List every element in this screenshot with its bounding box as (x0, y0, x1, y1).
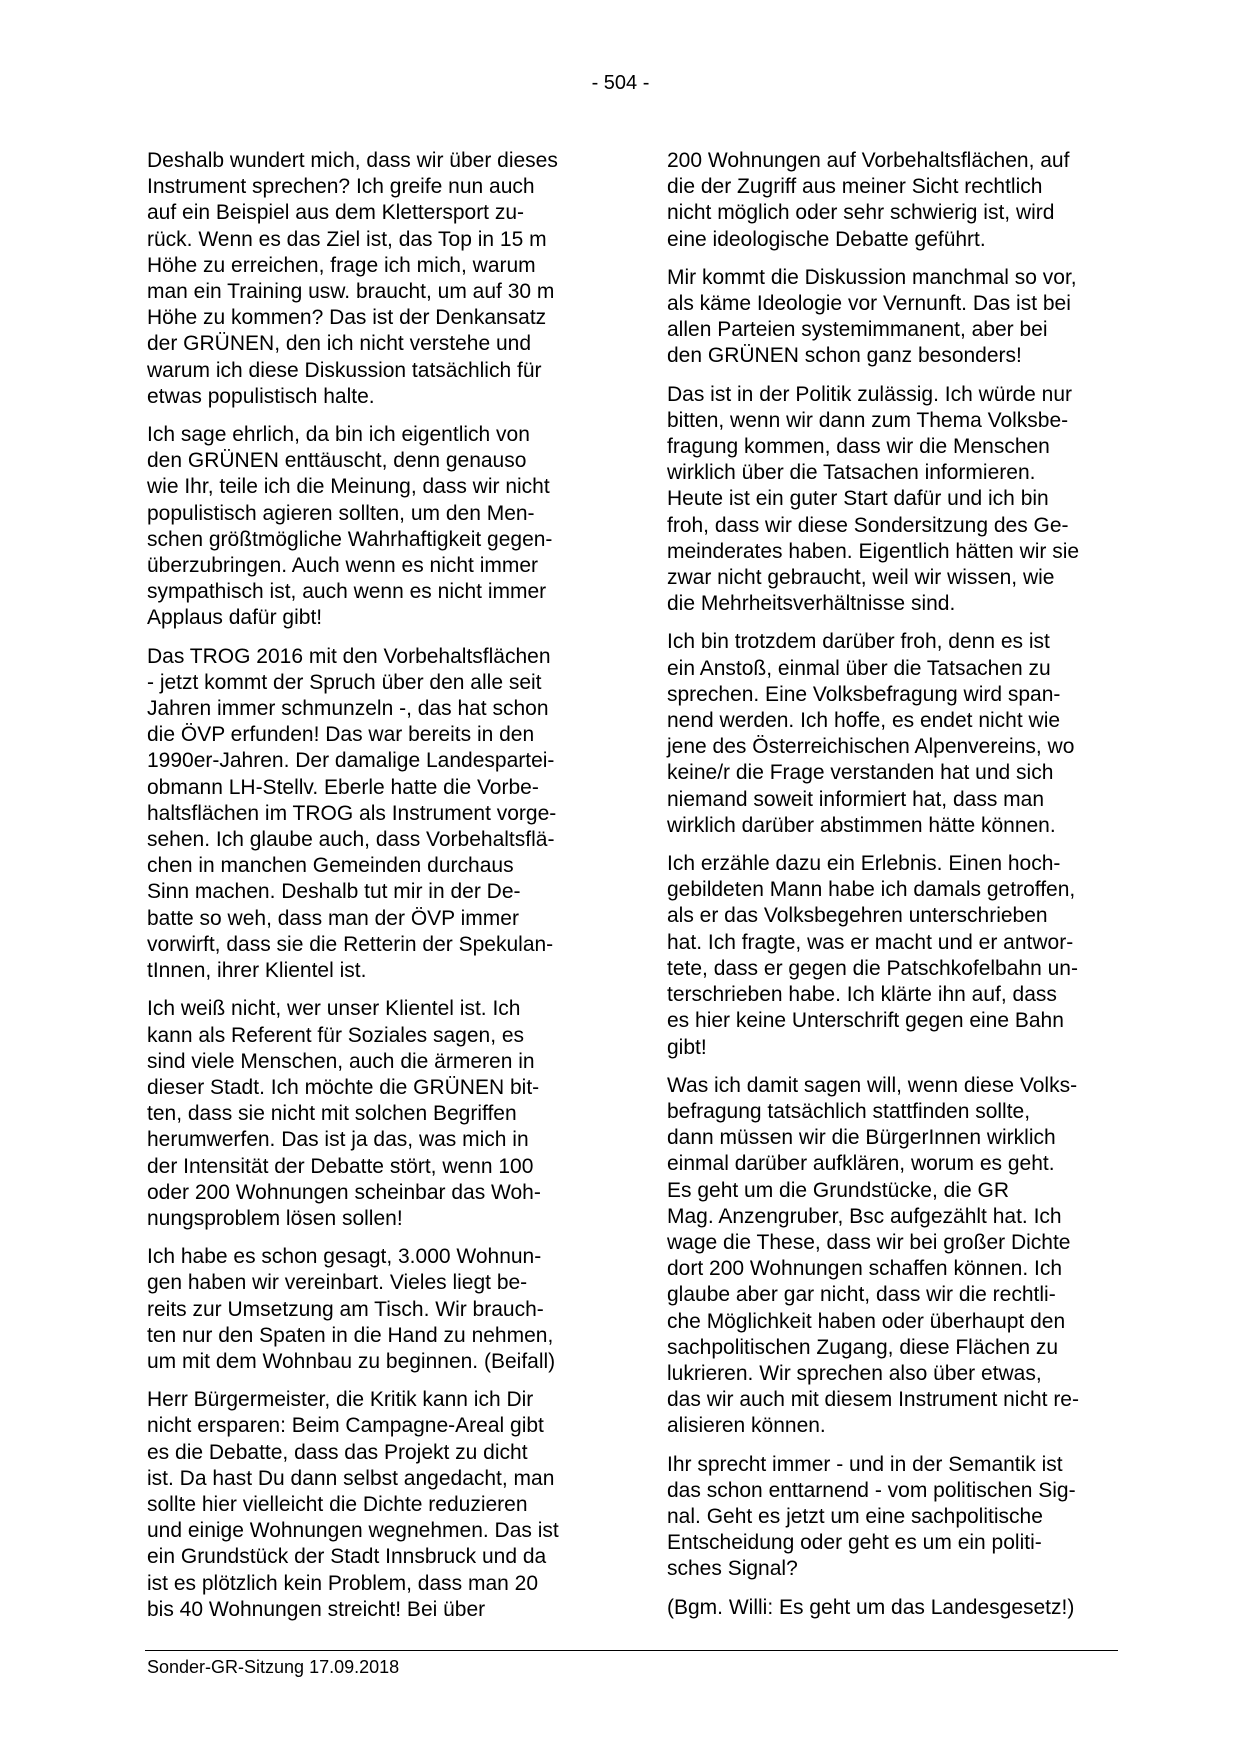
paragraph: Ich erzähle dazu ein Erlebnis. Einen hoch- gebildeten Mann habe ich damals getroffen, als er das Volksbegehren unterschrieben hat. Ich fragte, was er macht und er antwor- tete, dass er gegen die Patschkofelbahn un- terschrieben habe. Ich klärte ihn auf, dass es hier keine Unterschrift gegen eine Bahn gibt! (667, 852, 1078, 1059)
paragraph: Ihr sprecht immer - und in der Semantik ist das schon enttarnend - vom politischen Sig- nal. Geht es jetzt um eine sachpolitische Entscheidung oder geht es um ein politi- sches Signal? (667, 1452, 1076, 1581)
right-column (667, 148, 1135, 1633)
paragraph: Ich sage ehrlich, da bin ich eigentlich von den GRÜNEN enttäuscht, denn genauso wie Ihr, teile ich die Meinung, dass wir nicht populistisch agieren sollten, um den Men- schen größtmögliche Wahrhaftigkeit gegen- überzubringen. Auch wenn es nicht immer sympathisch ist, auch wenn es nicht immer Applaus dafür gibt! (147, 423, 553, 630)
paragraph: 200 Wohnungen auf Vorbehaltsflächen, auf die der Zugriff aus meiner Sicht rechtlich nicht möglich oder sehr schwierig ist, wird eine ideologische Debatte geführt. (667, 149, 1070, 251)
paragraph: Mir kommt die Diskussion manchmal so vor, als käme Ideologie vor Vernunft. Das ist bei allen Parteien systemimmanent, aber bei den GRÜNEN schon ganz besonders! (667, 265, 1077, 368)
interjection: (Bgm. Willi: Es geht um das Landesgesetz!) (667, 1595, 1075, 1619)
footer-session-label: Sonder-GR-Sitzung 17.09.2018 (147, 1657, 400, 1677)
paragraph: Das ist in der Politik zulässig. Ich würde nur bitten, wenn wir dann zum Thema Volksbe- fragung kommen, dass wir die Menschen wirklich über die Tatsachen informieren. Heute ist ein guter Start dafür und ich bin froh, dass wir diese Sondersitzung des Ge- meinderates haben. Eigentlich hätten wir sie zwar nicht gebraucht, weil wir wissen, wie die Mehrheitsverhältnisse sind. (667, 382, 1080, 616)
paragraph: Ich habe es schon gesagt, 3.000 Wohnun- gen haben wir vereinbart. Vieles liegt be- reits zur Umsetzung am Tisch. Wir brauch- ten nur den Spaten in die Hand zu nehmen, um mit dem Wohnbau zu beginnen. (Beifall) (147, 1245, 556, 1373)
paragraph: Was ich damit sagen will, wenn diese Volks- befragung tatsächlich stattfinden sollte, dann müssen wir die BürgerInnen wirklich einmal darüber aufklären, worum es geht. Es geht um die Grundstücke, die GR Mag. Anzengruber, Bsc aufgezählt hat. Ich wage die These, dass wir bei großer Dichte dort 200 Wohnungen schaffen können. Ich glaube aber gar nicht, dass wir die rechtli- che Möglichkeit haben oder überhaupt den sachpolitischen Zugang, diese Flächen zu lukrieren. Wir sprechen also über etwas, das wir auch mit diesem Instrument nicht re- alisieren können. (667, 1073, 1079, 1438)
paragraph: Deshalb wundert mich, dass wir über dieses Instrument sprechen? Ich greife nun auch auf ein Beispiel aus dem Klettersport zu- rück. Wenn es das Ziel ist, das Top in 15 m Höhe zu erreichen, frage ich mich, warum man ein Training usw. braucht, um auf 30 m Höhe zu kommen? Das ist der Denkansatz der GRÜNEN, den ich nicht verstehe und warum ich diese Diskussion tatsächlich für etwas populistisch halte. (147, 149, 558, 408)
paragraph: Ich bin trotzdem darüber froh, denn es ist ein Anstoß, einmal über die Tatsachen zu sprechen. Eine Volksbefragung wird span- nend werden. Ich hoffe, es endet nicht wie jene des Österreichischen Alpenvereins, wo keine/r die Frage verstanden hat und sich niemand soweit informiert hat, dass man wirklich darüber abstimmen hätte können. (667, 630, 1075, 837)
paragraph: Ich weiß nicht, wer unser Klientel ist. Ich kann als Referent für Soziales sagen, es sind viele Menschen, auch die ärmeren in dieser Stadt. Ich möchte die GRÜNEN bit- ten, dass sie nicht mit solchen Begriffen herumwerfen. Das ist ja das, was mich in der Intensität der Debatte stört, wenn 100 oder 200 Wohnungen scheinbar das Woh- nungsproblem lösen sollen! (147, 997, 541, 1230)
left-column (147, 148, 615, 1635)
footer-divider (145, 1650, 1118, 1651)
paragraph: Das TROG 2016 mit den Vorbehaltsflächen - jetzt kommt der Spruch über den alle seit Jahren immer schmunzeln -, das hat schon die ÖVP erfunden! Das war bereits in den 1990er-Jahren. Der damalige Landespartei- obmann LH-Stellv. Eberle hatte die Vorbe- haltsflächen im TROG als Instrument vorge- sehen. Ich glaube auch, dass Vorbehaltsflä- chen in manchen Gemeinden durchaus Sinn machen. Deshalb tut mir in der De- batte so weh, dass man der ÖVP immer vorwirft, dass sie die Retterin der Spekulan- tInnen, ihrer Klientel ist. (147, 644, 557, 983)
page-number: - 504 - (591, 72, 650, 94)
paragraph: Herr Bürgermeister, die Kritik kann ich Dir nicht ersparen: Beim Campagne-Areal gibt es die Debatte, dass das Projekt zu dicht ist. Da hast Du dann selbst angedacht, man sollte hier vielleicht die Dichte reduzieren und einige Wohnungen wegnehmen. Das ist ein Grundstück der Stadt Innsbruck und da ist es plötzlich kein Problem, dass man 20 bis 40 Wohnungen streicht! Bei über (147, 1388, 559, 1621)
